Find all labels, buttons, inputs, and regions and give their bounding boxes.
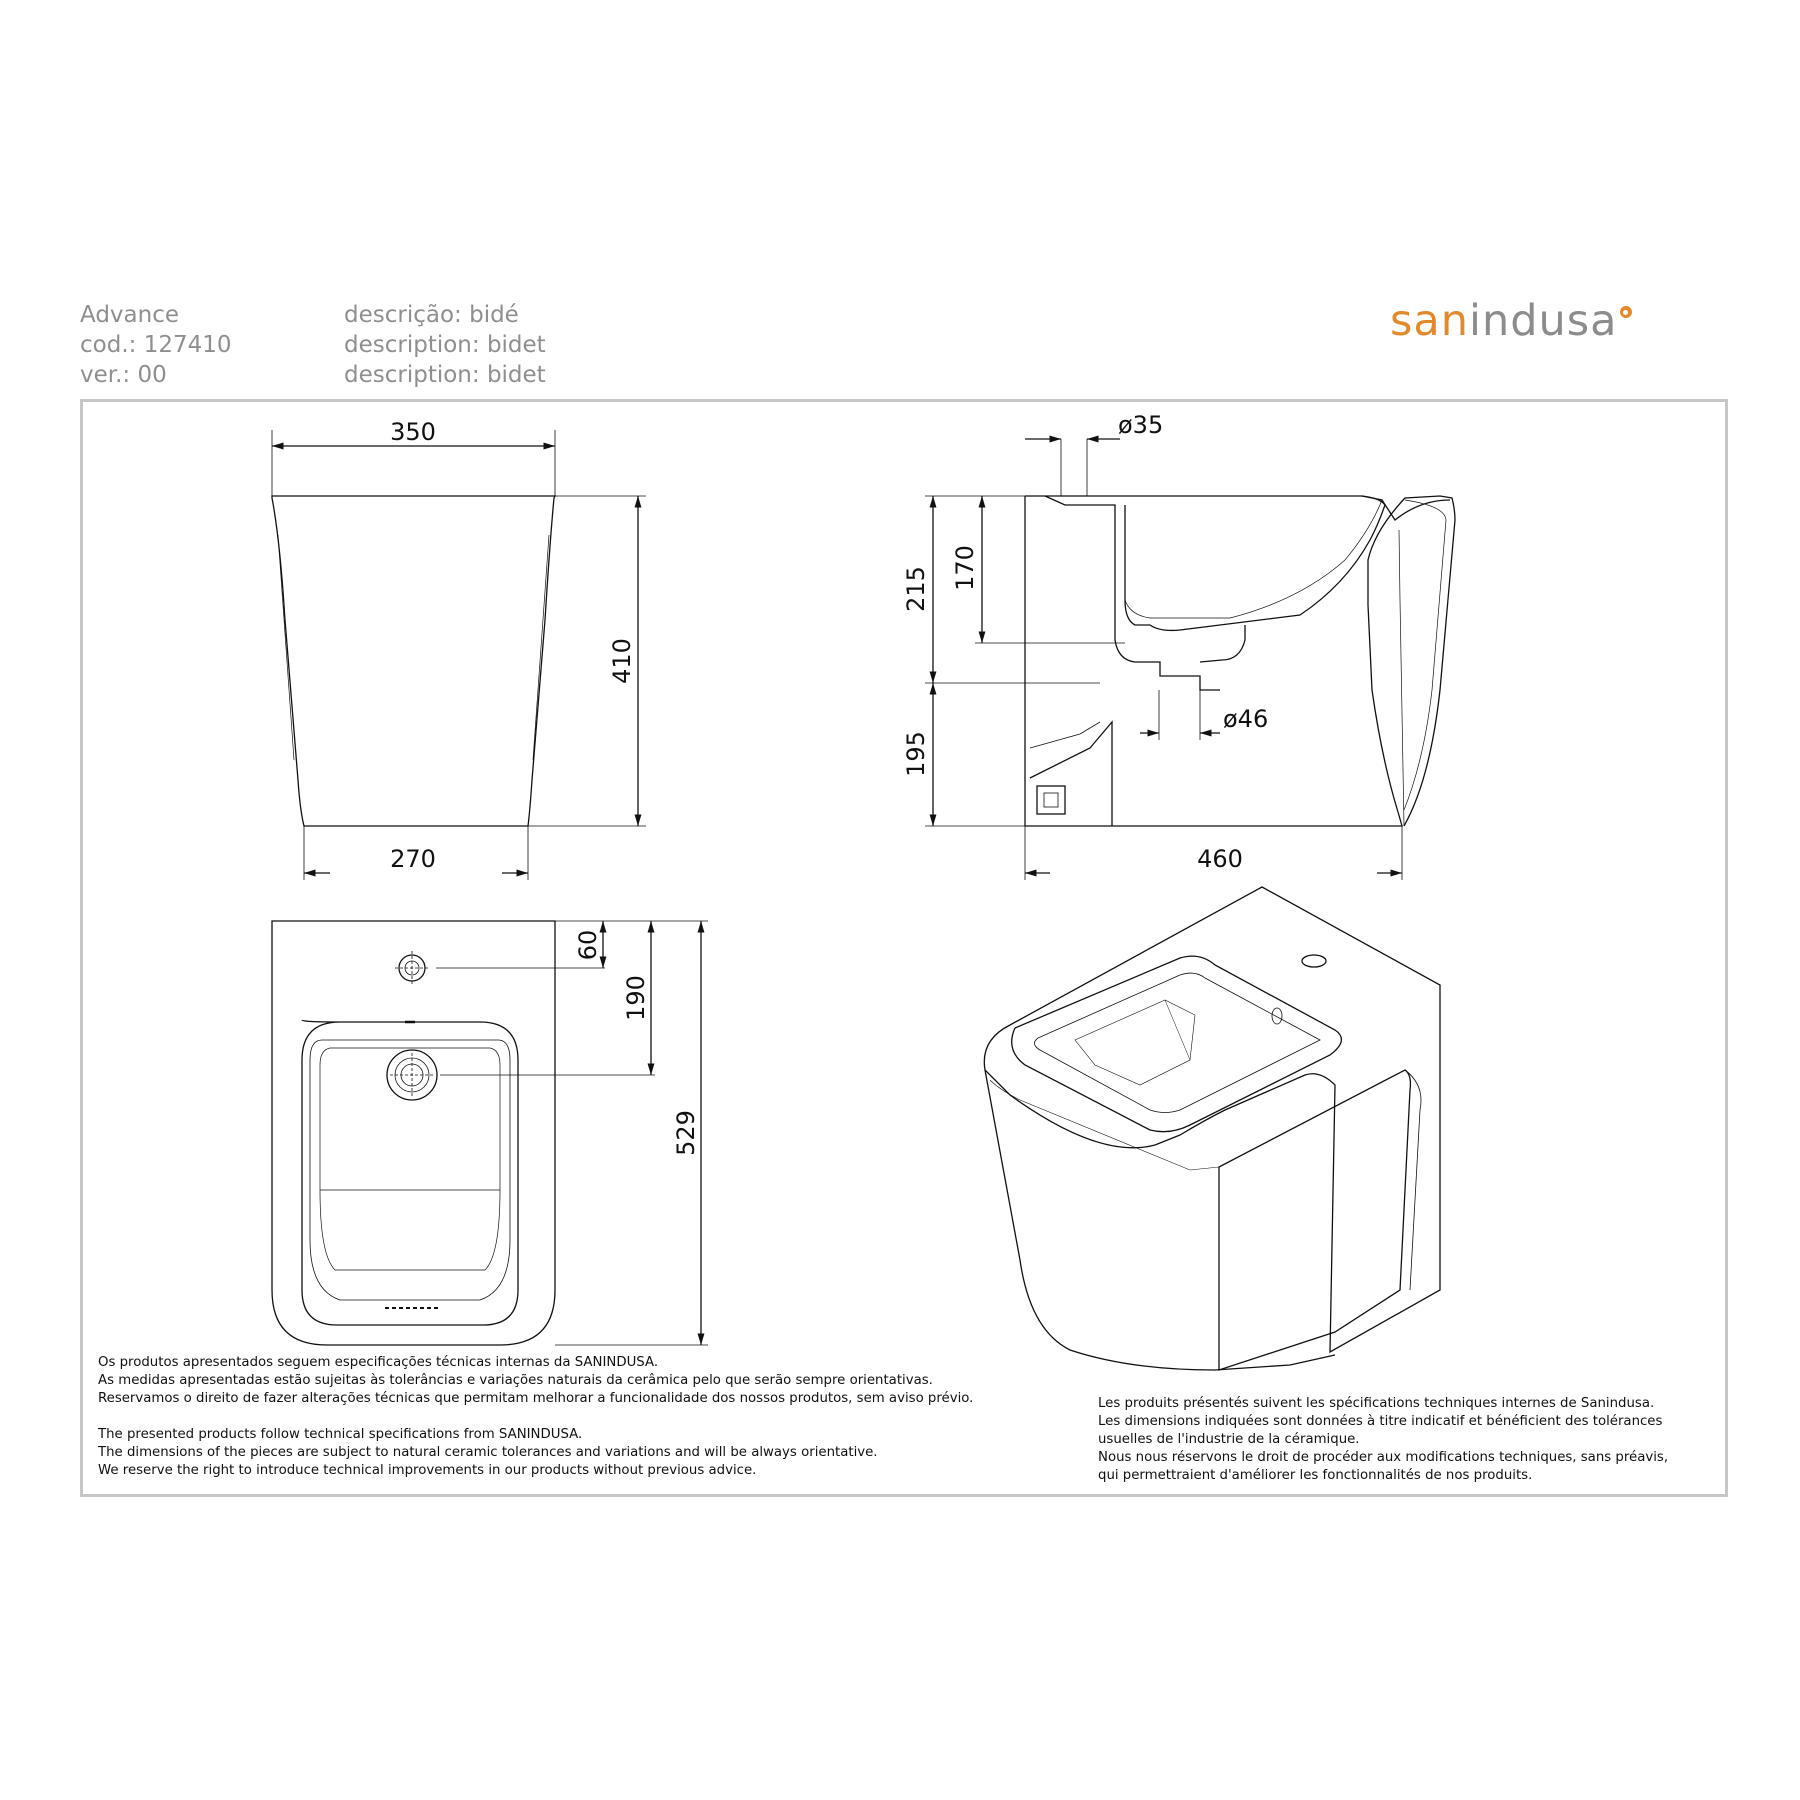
description-fr: description: bidet — [344, 362, 546, 388]
perspective-side-panel — [1219, 1070, 1410, 1370]
note-en-1: The presented products follow technical specifications from SANINDUSA. — [98, 1427, 583, 1442]
dim-side-bowl-depth: 170 — [951, 545, 979, 591]
side-inlet-channel — [1025, 496, 1220, 690]
note-en-3: We reserve the right to introduce technical improvements in our products without previous advice. — [98, 1463, 757, 1478]
front-view-outline — [272, 496, 555, 826]
notes-pt-en — [98, 1354, 973, 1480]
side-bowl-floor — [1125, 500, 1382, 618]
side-foot-wedge — [1030, 722, 1112, 826]
note-en-2: The dimensions of the pieces are subject to natural ceramic tolerances and variations and will be always orientative. — [98, 1445, 878, 1460]
dim-side-upper-height: 215 — [902, 566, 930, 612]
plan-bowl-rim — [302, 1020, 518, 1325]
product-version: ver.: 00 — [80, 362, 167, 388]
dim-side-drain-diameter: ø46 — [1223, 705, 1269, 733]
note-fr-5: qui permettraient d'améliorer les fonctionnalités de nos produits. — [1098, 1468, 1533, 1483]
perspective-overflow-hole — [1272, 1008, 1282, 1024]
front-view — [272, 430, 646, 880]
dim-side-length: 460 — [1197, 845, 1243, 873]
note-pt-2: As medidas apresentadas estão sujeitas às tolerâncias e variações naturais da cerâmica pelo que serão sempre orientativas. — [98, 1373, 933, 1388]
plan-tap-hole — [395, 951, 429, 985]
plan-bowl-inner — [310, 1040, 510, 1300]
note-fr-4: Nous nous réservons le droit de procéder aux modifications techniques, sans préavis, — [1098, 1450, 1669, 1465]
dim-plan-tap-offset: 60 — [574, 929, 602, 961]
perspective-tap-hole — [1302, 955, 1326, 967]
side-fixing-hole — [1037, 786, 1065, 814]
side-view — [925, 439, 1455, 880]
side-drain-outlet — [1200, 625, 1245, 662]
plan-drain-hole — [387, 1050, 437, 1100]
dim-front-top-width: 350 — [390, 418, 436, 446]
dim-side-lower-height: 195 — [902, 731, 930, 777]
note-fr-2: Les dimensions indiquées sont données à titre indicatif et bénéficient des tolérances — [1098, 1414, 1663, 1429]
perspective-front-outline — [985, 1070, 1335, 1370]
notes-fr — [1098, 1395, 1668, 1485]
product-code: cod.: 127410 — [80, 332, 232, 358]
side-view-outline — [1025, 496, 1455, 826]
dim-plan-total-length: 529 — [672, 1110, 700, 1156]
product-name: Advance — [80, 302, 180, 328]
description-en: description: bidet — [344, 332, 546, 358]
front-view-shadow-left — [278, 535, 294, 760]
side-rim-back — [1362, 496, 1450, 520]
front-view-shadow-right — [533, 535, 549, 760]
note-pt-3: Reservamos o direito de fazer alterações técnicas que permitam melhorar a funcionalidade dos nossos produtos, sem aviso prévio. — [98, 1391, 974, 1406]
logo-text-san: san — [1390, 296, 1470, 346]
plan-view-outline — [272, 921, 555, 1345]
side-bowl-inner — [1100, 496, 1385, 630]
logo-text-indusa: indusa — [1469, 296, 1618, 346]
dim-front-bottom-width: 270 — [390, 845, 436, 873]
note-pt-1: Os produtos apresentados seguem especificações técnicas internas da SANINDUSA. — [98, 1355, 659, 1370]
dim-plan-drain-offset: 190 — [622, 975, 650, 1021]
perspective-top-outline — [984, 887, 1440, 1352]
perspective-bowl-rim — [1012, 956, 1342, 1132]
note-fr-3: usuelles de l'industrie de la céramique. — [1098, 1432, 1360, 1447]
dim-front-height: 410 — [608, 638, 636, 684]
perspective-view — [984, 887, 1440, 1370]
note-fr-1: Les produits présentés suivent les spécifications techniques internes de Sanindusa. — [1098, 1396, 1655, 1411]
description-pt: descrição: bidé — [344, 302, 519, 328]
dim-side-inlet-diameter: ø35 — [1118, 411, 1164, 439]
